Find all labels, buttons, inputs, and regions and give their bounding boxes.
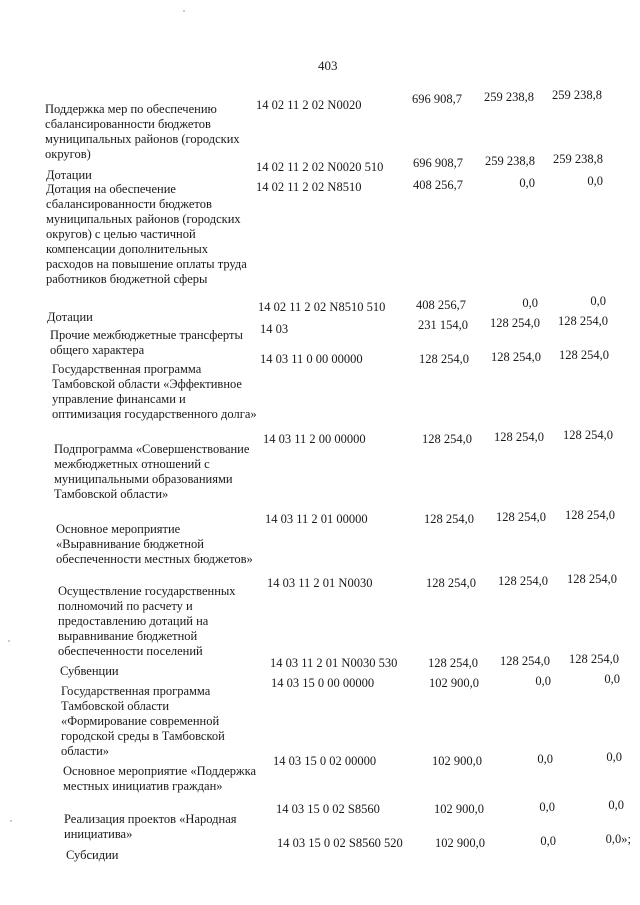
row-code: 14 03 15 0 02 S8560 — [276, 802, 380, 816]
row-code: 14 03 11 2 00 00000 — [263, 432, 366, 446]
row-value-3: 128 254,0 — [569, 652, 619, 666]
row-value-2: 128 254,0 — [490, 316, 540, 330]
row-value-3: 0,0 — [590, 294, 606, 308]
row-value-1: 408 256,7 — [413, 178, 463, 192]
row-value-1: 128 254,0 — [419, 352, 469, 366]
scan-speck — [10, 820, 12, 822]
row-value-2: 0,0 — [537, 752, 553, 766]
row-name: Субвенции — [60, 664, 119, 678]
row-code: 14 03 15 0 02 00000 — [273, 754, 377, 768]
row-name: Дотации — [47, 310, 93, 324]
row-value-1: 696 908,7 — [412, 92, 462, 106]
row-value-3: 128 254,0 — [565, 508, 615, 522]
scan-speck — [8, 640, 10, 642]
row-value-2: 128 254,0 — [500, 654, 550, 668]
row-code: 14 02 11 2 02 N0020 510 — [256, 160, 384, 174]
row-value-1: 128 254,0 — [424, 512, 474, 526]
row-value-3: 128 254,0 — [558, 314, 608, 328]
row-value-1: 102 900,0 — [432, 754, 482, 768]
row-value-1: 696 908,7 — [413, 156, 463, 170]
row-value-1: 128 254,0 — [422, 432, 472, 446]
row-name: Осуществление государственных полномочий по расчету и предоставлению дотаций на выравнивание бюджетной обеспеченности поселений — [58, 584, 236, 658]
row-value-1: 128 254,0 — [426, 576, 476, 590]
row-value-2: 0,0 — [522, 296, 538, 310]
row-code: 14 03 11 0 00 00000 — [260, 352, 363, 366]
row-value-1: 102 900,0 — [434, 802, 484, 816]
row-value-3: 259 238,8 — [552, 88, 602, 102]
row-name: Основное мероприятие «Поддержка местных инициатив граждан» — [63, 764, 257, 793]
row-name: Государственная программа Тамбовской области «Формирование современной городской среды в Тамбовской области» — [61, 684, 225, 758]
row-value-2: 0,0 — [540, 834, 556, 848]
row-code: 14 02 11 2 02 N0020 — [256, 98, 362, 112]
row-value-2: 0,0 — [539, 800, 555, 814]
row-value-1: 102 900,0 — [435, 836, 485, 850]
row-name: Основное мероприятие «Выравнивание бюджетной обеспеченности местных бюджетов» — [56, 522, 253, 566]
row-name: Подпрограмма «Совершенствование межбюджетных отношений с муниципальными образованиями Тамбовской области» — [54, 442, 250, 501]
page-number: 403 — [318, 58, 338, 73]
row-value-3: 128 254,0 — [567, 572, 617, 586]
row-value-3: 0,0 — [604, 672, 620, 686]
row-code: 14 03 15 0 00 00000 — [271, 676, 375, 690]
row-value-3: 128 254,0 — [559, 348, 609, 362]
row-value-2: 128 254,0 — [496, 510, 546, 524]
row-value-2: 0,0 — [535, 674, 551, 688]
row-value-1: 231 154,0 — [418, 318, 468, 332]
row-code: 14 03 15 0 02 S8560 520 — [277, 836, 403, 850]
row-value-3: 0,0 — [606, 750, 622, 764]
row-value-3: 259 238,8 — [553, 152, 603, 166]
row-code: 14 03 — [260, 322, 289, 336]
row-name: Субсидии — [66, 848, 119, 862]
row-value-2: 259 238,8 — [484, 90, 534, 104]
row-value-3: 0,0 — [587, 174, 603, 188]
row-value-2: 128 254,0 — [494, 430, 544, 444]
row-name: Прочие межбюджетные трансферты общего характера — [50, 328, 243, 357]
row-value-1: 102 900,0 — [429, 676, 479, 690]
row-name: Поддержка мер по обеспечению сбалансированности бюджетов муниципальных районов (городских округов) — [45, 102, 240, 161]
row-value-2: 128 254,0 — [498, 574, 548, 588]
row-value-2: 259 238,8 — [485, 154, 535, 168]
row-code: 14 02 11 2 02 N8510 — [256, 180, 362, 194]
row-value-2: 128 254,0 — [491, 350, 541, 364]
row-code: 14 02 11 2 02 N8510 510 — [258, 300, 386, 314]
row-code: 14 03 11 2 01 N0030 530 — [270, 656, 398, 670]
row-value-1: 128 254,0 — [428, 656, 478, 670]
row-name: Реализация проектов «Народная инициатива» — [64, 812, 237, 841]
row-value-3: 128 254,0 — [563, 428, 613, 442]
row-value-3: 0,0»; — [605, 832, 631, 846]
row-value-1: 408 256,7 — [416, 298, 466, 312]
row-code: 14 03 11 2 01 00000 — [265, 512, 368, 526]
scan-speck — [183, 10, 185, 12]
row-name: Государственная программа Тамбовской области «Эффективное управление финансами и оптимизация государственного долга» — [52, 362, 257, 421]
row-value-2: 0,0 — [519, 176, 535, 190]
row-value-3: 0,0 — [608, 798, 624, 812]
row-name: Дотации — [46, 168, 92, 182]
row-code: 14 03 11 2 01 N0030 — [267, 576, 373, 590]
row-name: Дотация на обеспечение сбалансированности бюджетов муниципальных районов (городских округов) с целью частичной компенсации дополнительных расходов на повышение оплаты труда работников бюджетной сферы — [46, 182, 247, 286]
